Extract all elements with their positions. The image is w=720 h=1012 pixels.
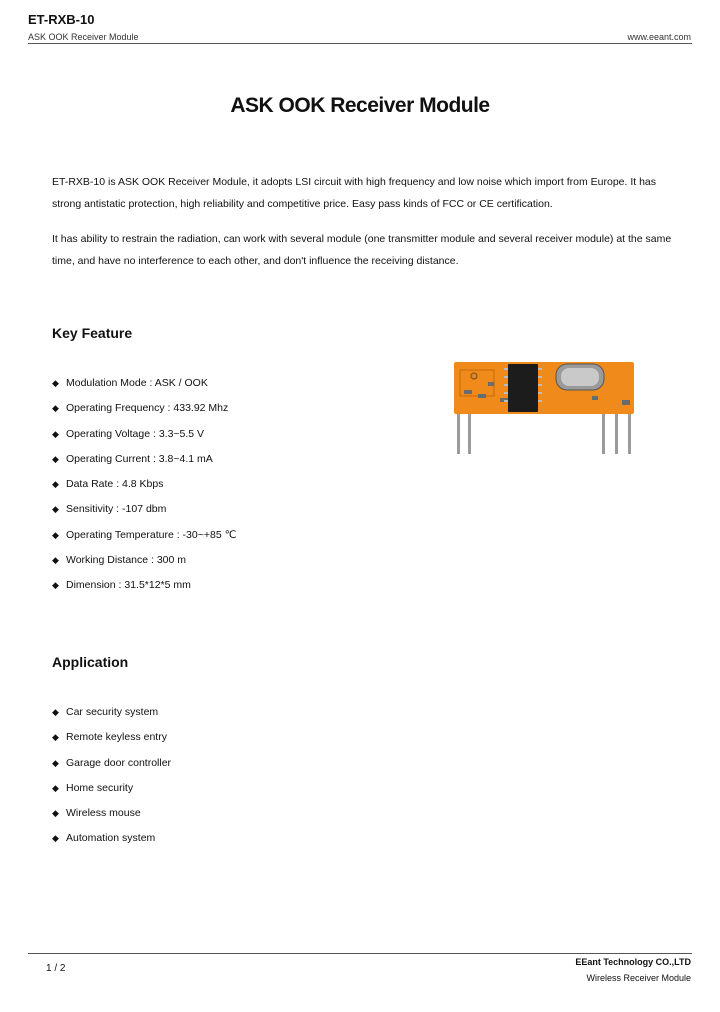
header-subtitle: ASK OOK Receiver Module (28, 32, 139, 42)
list-item (52, 706, 171, 731)
application-heading: Application (52, 654, 129, 670)
list-item (52, 782, 171, 807)
application-text: Car security system (66, 706, 159, 718)
list-item (52, 579, 236, 604)
list-item (52, 807, 171, 832)
page-title: ASK OOK Receiver Module (230, 94, 490, 117)
application-list (52, 706, 171, 858)
list-item (52, 428, 236, 453)
intro-paragraph-1: ET-RXB-10 is ASK OOK Receiver Module, it adopts LSI circuit with high frequency and low noise which import from Europe. It has strong antistatic protection, high reliability and competitive price. Easy pass kinds of FCC or CE certification. (52, 176, 657, 210)
list-item (52, 453, 236, 478)
diamond-bullet-icon: ◆ (52, 555, 59, 566)
module-pins (457, 408, 631, 454)
footer-company: EEant Technology CO.,LTD (575, 957, 691, 967)
application-text: Wireless mouse (66, 807, 141, 820)
list-item (52, 757, 171, 782)
header-title: ET-RXB-10 (28, 12, 95, 27)
key-feature-heading: Key Feature (52, 325, 133, 341)
diamond-bullet-icon: ◆ (52, 782, 59, 793)
feature-text: Operating Current : 3.8~4.1 mA (66, 452, 213, 465)
feature-text: Data Rate : 4.8 Kbps (66, 478, 164, 491)
feature-text: Dimension : 31.5*12*5 mm (66, 579, 191, 592)
pcb-board (454, 362, 634, 414)
feature-text: Operating Frequency : 433.92 Mhz (66, 402, 229, 415)
diamond-bullet-icon: ◆ (52, 808, 59, 819)
receiver-module-photo (452, 356, 638, 460)
application-text: Automation system (66, 832, 156, 845)
application-text: Garage door controller (66, 756, 172, 769)
crystal-oscillator (556, 364, 604, 390)
intro-paragraph-2: It has ability to restrain the radiation, can work with several module (one transmitter module and several receiver module) at the same time, and have no interference to each other, and don't influence the receiving distance. (52, 233, 672, 267)
list-item (52, 554, 236, 579)
list-item (52, 402, 236, 427)
list-item (52, 503, 236, 528)
list-item (52, 731, 171, 756)
application-text: Home security (66, 781, 134, 794)
diamond-bullet-icon: ◆ (52, 504, 59, 515)
feature-text: Sensitivity : -107 dbm (66, 503, 167, 516)
key-feature-list (52, 377, 236, 605)
feature-text: Operating Temperature : -30~+85 ℃ (66, 528, 237, 541)
diamond-bullet-icon: ◆ (52, 833, 59, 844)
diamond-bullet-icon: ◆ (52, 529, 59, 540)
list-item (52, 529, 236, 554)
ic-chip (504, 364, 542, 412)
application-text: Remote keyless entry (66, 731, 167, 744)
footer-divider (28, 953, 692, 954)
diamond-bullet-icon: ◆ (52, 707, 59, 717)
list-item (52, 832, 171, 857)
diamond-bullet-icon: ◆ (52, 428, 59, 439)
diamond-bullet-icon: ◆ (52, 479, 59, 490)
list-item (52, 377, 236, 402)
diamond-bullet-icon: ◆ (52, 453, 59, 464)
header-website-link[interactable]: www.eeant.com (627, 32, 691, 42)
feature-text: Working Distance : 300 m (66, 554, 187, 567)
header-divider (28, 43, 692, 44)
diamond-bullet-icon: ◆ (52, 580, 59, 591)
footer-module: Wireless Receiver Module (586, 973, 691, 983)
feature-text: Operating Voltage : 3.3~5.5 V (66, 427, 205, 440)
diamond-bullet-icon: ◆ (52, 403, 59, 414)
page-number: 1 / 2 (46, 963, 66, 974)
diamond-bullet-icon: ◆ (52, 757, 59, 768)
list-item (52, 478, 236, 503)
diamond-bullet-icon: ◆ (52, 732, 59, 743)
diamond-bullet-icon: ◆ (52, 378, 59, 388)
feature-text: Modulation Mode : ASK / OOK (66, 377, 208, 389)
